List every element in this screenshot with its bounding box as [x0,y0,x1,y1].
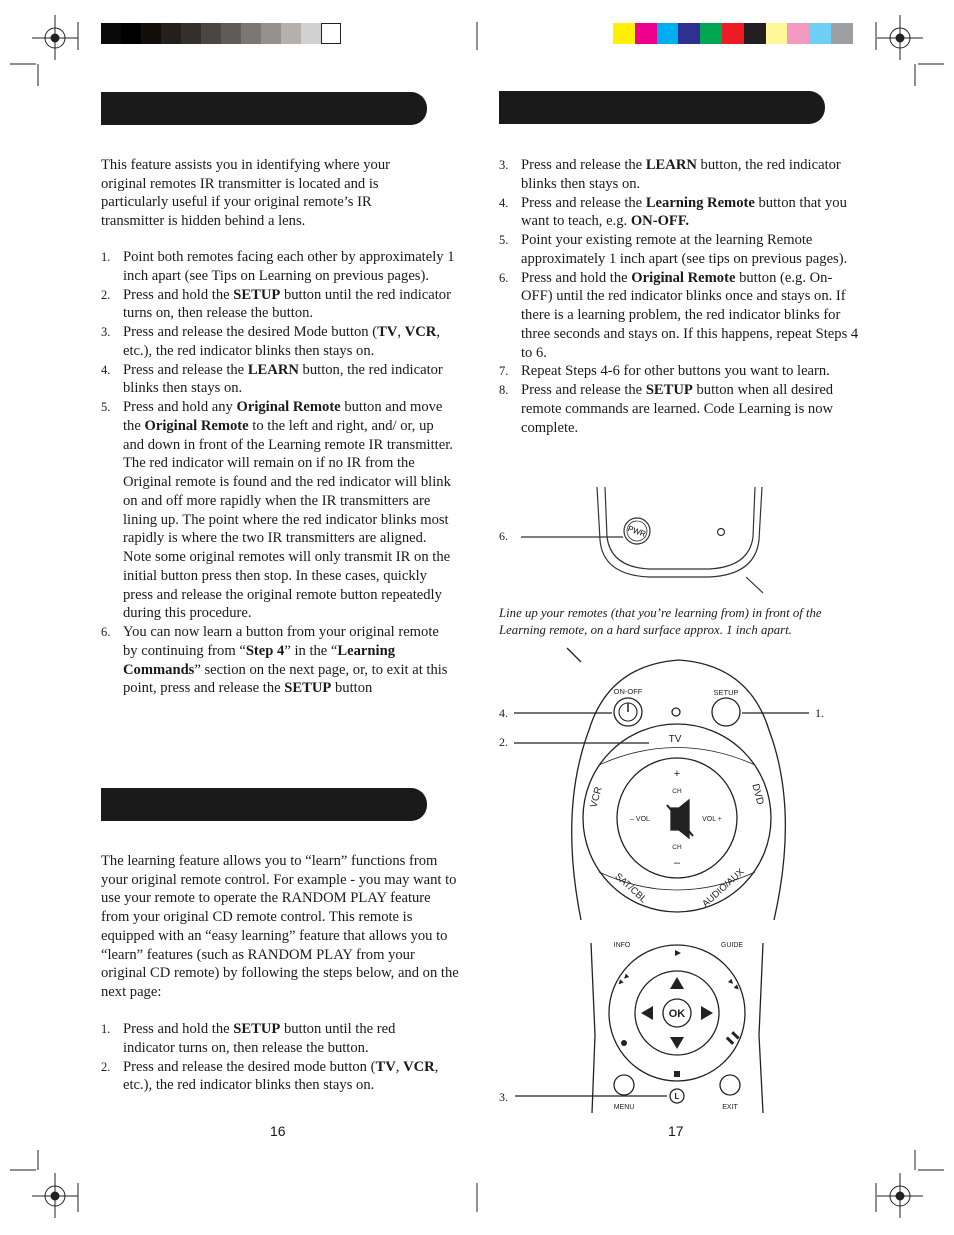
step-number: 4. [499,195,509,210]
step-text: Point both remotes facing each other by approximately 1 inch apart (see Tips on Learning on previous pages). [123,249,455,284]
audio-aux-label: AUDIO/AUX [700,866,747,910]
step-number: 5. [101,400,111,414]
callout-1: 1. [815,706,824,720]
exit-label: EXIT [722,1104,738,1111]
step-text: Press and release the SETUP button when all desired remote commands are learned. Code Learning is now complete. [521,382,834,436]
step-number: 3. [101,325,111,339]
ir-step-4 [101,361,456,399]
learning-step-cont-3 [499,231,859,269]
remote-bottom-illustration [499,485,799,605]
color-swatch [261,23,281,44]
callout-2: 2. [499,735,508,749]
ir-step-3 [101,323,456,361]
step-text: Repeat Steps 4-6 for other buttons you want to learn. [521,363,830,380]
vol-minus-label: – VOL [630,816,650,823]
learning-step-cont-2 [499,194,859,232]
step-text: Press and hold the SETUP button until the red indicator turns on, then release the button. [123,286,451,322]
learning-steps-continued [499,156,859,437]
lineup-caption: Line up your remotes (that you’re learning from) in front of the Learning remote, on a hard surface approx. 1 inch apart. [499,606,822,637]
color-swatch [744,23,766,44]
right-section-header-bar [499,91,825,124]
color-swatch [678,23,700,44]
callout-4: 4. [499,706,508,720]
learning-step-cont-5 [499,362,859,381]
ir-locator-intro: This feature assists you in identifying where your original remotes IR transmitter is located and is particularly useful if your original remote’s IR transmitter is hidden behind a lens. [101,157,390,230]
step-text: Press and release the LEARN button, the red indicator blinks then stays on. [521,157,841,192]
tv-label: TV [668,734,682,745]
color-swatch [241,23,261,44]
step-number: 6. [101,625,111,639]
step-number: 6. [499,270,509,285]
learning-step-cont-6 [499,381,859,437]
callout-6: 6. [499,529,508,543]
ch-minus: – [673,857,681,869]
color-swatch [321,23,341,44]
page-number-left: 16 [270,1123,286,1139]
color-swatch [809,23,831,44]
sat-cbl-label: SAT/CBL [612,871,649,906]
step-text: Press and release the desired mode button (TV, VCR, etc.), the red indicator blinks then stays on. [123,1058,439,1094]
color-swatch [121,23,141,44]
ir-locator-steps [101,248,456,698]
step-text: Press and hold the Original Remote button (e.g. On-OFF) until the red indicator blinks once and stays on. If there is a learning problem, the red indicator blinks for three seconds and stays on. If this happens, repeat Steps 4 to 6. [521,269,859,361]
step-text: Press and release the LEARN button, the red indicator blinks then stays on. [123,361,443,397]
color-swatch [141,23,161,44]
ch-bottom-label: CH [672,844,682,851]
step-number: 7. [499,364,509,379]
color-swatch [657,23,679,44]
fast-forward-icon: ►► [725,976,744,994]
color-swatch [766,23,788,44]
ch-plus: + [673,768,681,780]
color-swatch [201,23,221,44]
menu-label: MENU [613,1104,635,1111]
info-label: INFO [613,942,631,949]
learning-step-2 [101,1058,446,1096]
color-swatch [301,23,321,44]
setup-label: SETUP [713,688,739,697]
step-text: You can now learn a button from your original remote by continuing from “Step 4” in the “Learning Commands” section on the next page, or, to exit at this point, press and release the SETUP button [123,624,448,697]
step-number: 5. [499,233,509,247]
color-swatch [722,23,744,44]
color-swatch [787,23,809,44]
guide-label: GUIDE [720,942,744,949]
on-off-label: ON-OFF [613,687,643,696]
learning-intro: The learning feature allows you to “learn” functions from your original remote control. For example - you may want to use your remote to operate the RANDOM PLAY feature from your original CD remote control. This remote is equipped with an “easy learning” feature that allows you to “learn” features (such as RANDOM PLAY from your original CD remote) by following the steps below, and on the next page: [101,853,459,1000]
step-number: 1. [101,1022,111,1036]
learning-section-header-bar [101,788,427,821]
dvd-label: DVD [749,782,766,806]
step-number: 8. [499,383,509,397]
step-text: Press and release the desired Mode button (TV, VCR, etc.), the red indicator blinks then stays on. [123,324,440,359]
left-section-header-bar [101,92,427,125]
page-number-right: 17 [668,1123,684,1139]
color-swatch [281,23,301,44]
ir-step-2 [101,286,456,324]
callout-3: 3. [499,1090,508,1104]
vcr-label: VCR [588,785,605,809]
step-number: 2. [101,287,111,302]
step-text: Press and release the Learning Remote button that you want to teach, e.g. ON-OFF. [521,194,847,230]
learning-step-cont-1 [499,156,859,194]
learning-steps [101,1020,446,1095]
ir-step-1 [101,248,456,286]
color-swatch [831,23,853,44]
step-number: 2. [101,1059,111,1074]
learning-step-cont-4 [499,269,859,363]
learn-label: L [674,1092,680,1101]
step-number: 3. [499,158,509,172]
ir-step-6 [101,623,456,698]
color-swatch [700,23,722,44]
step-number: 1. [101,250,111,264]
pause-icon: ❚❚ [723,1028,742,1047]
step-text: Press and hold any Original Remote button and move the Original Remote to the left and right, and/ or, up and down in front of the Learning remote IR transmitter. The red indicator will remain on if no IR from the Original remote is found and the red indicator will blink on and off more rapidly when the IR transmitters are lining up. The point where the red indicator blinks most rapidly is where the two IR transmitters are aligned. Note some original remotes will only transmit IR on the initial button press then stop. In these cases, quickly press and release the original remote button repeatedly during this procedure. [123,399,453,622]
ch-top-label: CH [672,788,682,795]
ok-label: OK [668,1008,686,1020]
color-swatch [221,23,241,44]
color-swatch [161,23,181,44]
color-swatch [101,23,121,44]
color-swatch [181,23,201,44]
step-text: Press and hold the SETUP button until the red indicator turns on, then release the button. [123,1021,396,1056]
remote-nav-illustration [499,935,799,1115]
rewind-icon: ◄◄ [614,970,632,989]
color-swatch [635,23,657,44]
step-text: Point your existing remote at the learning Remote approximately 1 inch apart (see tips on previous pages). [521,232,848,267]
vol-plus-label: VOL + [702,816,722,823]
step-number: 4. [101,362,111,377]
learning-step-1 [101,1020,446,1058]
remote-top-illustration [499,640,819,930]
pwr-label: PWR [626,524,648,539]
ir-step-5 [101,398,456,623]
color-swatch [613,23,635,44]
